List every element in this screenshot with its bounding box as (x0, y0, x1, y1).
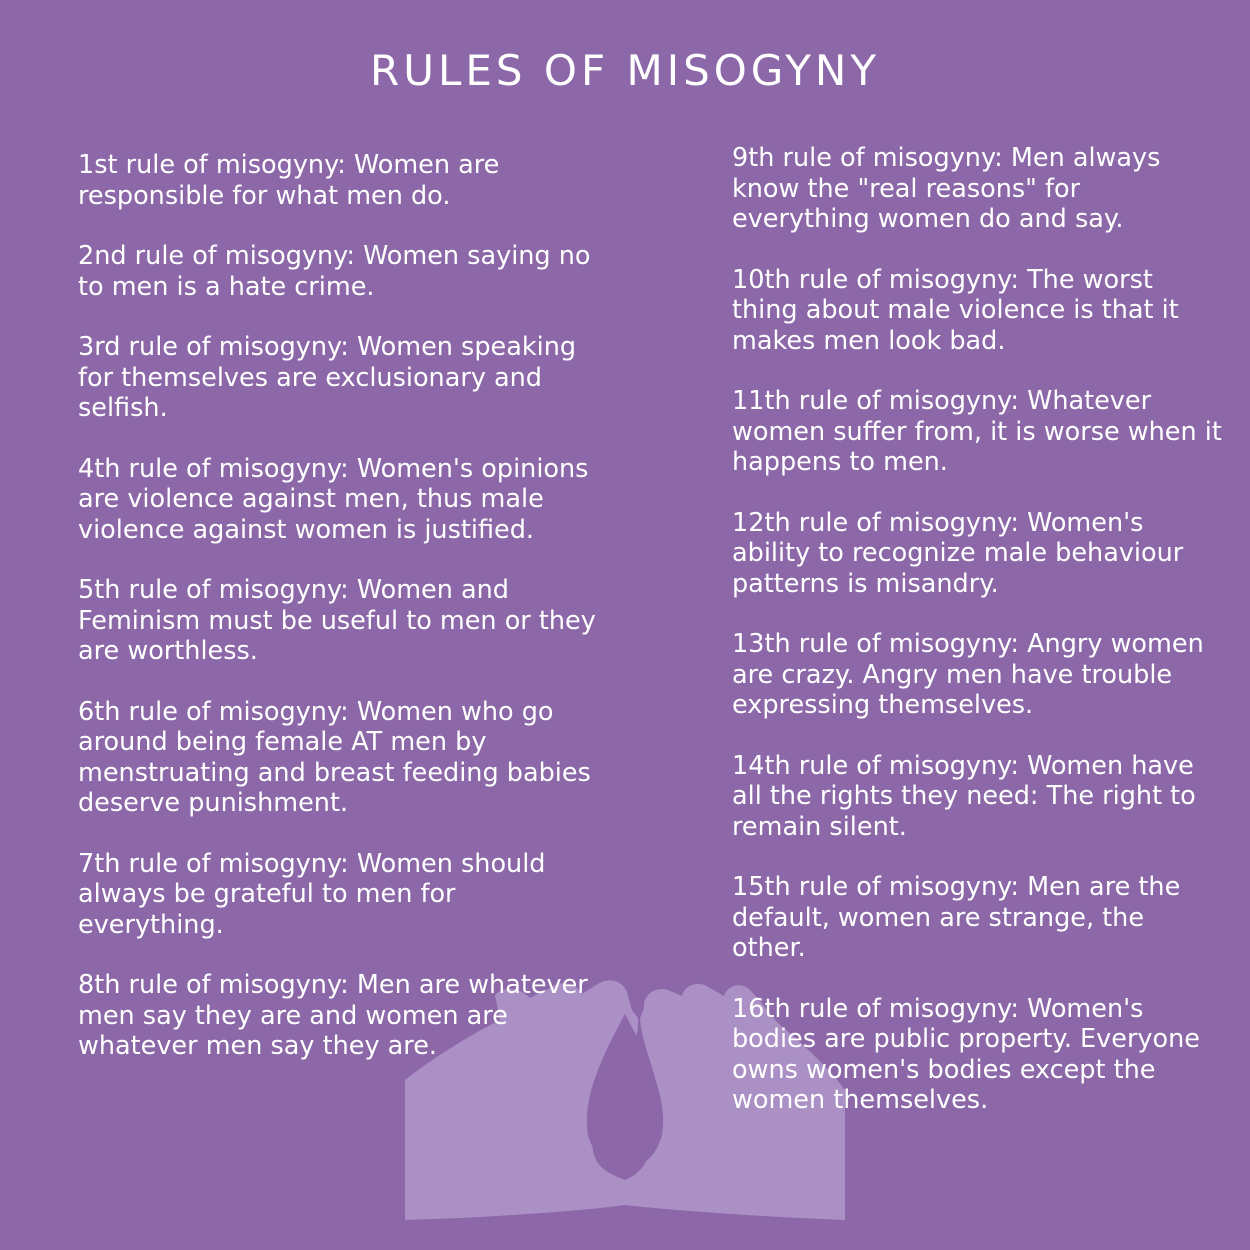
rule-15: 15th rule of misogyny: Men are the default, women are strange, the other. (732, 872, 1181, 963)
rule-3: 3rd rule of misogyny: Women speaking for themselves are exclusionary and selfish. (78, 332, 577, 423)
rule-9: 9th rule of misogyny: Men always know the "real reasons" for everything women do and say. (732, 143, 1161, 234)
right-rules-column (732, 143, 1222, 1116)
rule-12: 12th rule of misogyny: Women's ability to recognize male behaviour patterns is misandry. (732, 507, 1184, 599)
rule-16: 16th rule of misogyny: Women's bodies are public property. Everyone owns women's bodies except the women themselves. (732, 993, 1200, 1115)
rule-2: 2nd rule of misogyny: Women saying no to men is a hate crime. (78, 241, 591, 302)
rule-5: 5th rule of misogyny: Women and Feminism must be useful to men or they are worthless. (78, 575, 596, 666)
rule-14: 14th rule of misogyny: Women have all the rights they need: The right to remain silent. (732, 750, 1196, 842)
rule-7: 7th rule of misogyny: Women should always be grateful to men for everything. (78, 848, 546, 940)
rule-1: 1st rule of misogyny: Women are responsible for what men do. (78, 150, 500, 211)
rule-8: 8th rule of misogyny: Men are whatever men say they are and women are whatever men say they are. (78, 970, 588, 1061)
rule-6: 6th rule of misogyny: Women who go around being female AT men by menstruating and breast feeding babies deserve punishment. (78, 696, 591, 818)
rule-4: 4th rule of misogyny: Women's opinions are violence against men, thus male violence against women is justified. (78, 453, 589, 545)
left-rules-column (78, 150, 608, 1062)
rule-10: 10th rule of misogyny: The worst thing about male violence is that it makes men look bad. (732, 264, 1179, 356)
rule-11: 11th rule of misogyny: Whatever women suffer from, it is worse when it happens to men. (732, 386, 1222, 477)
rule-13: 13th rule of misogyny: Angry women are crazy. Angry men have trouble expressing themselves. (732, 629, 1204, 720)
page-title: RULES OF MISOGYNY (370, 46, 880, 95)
